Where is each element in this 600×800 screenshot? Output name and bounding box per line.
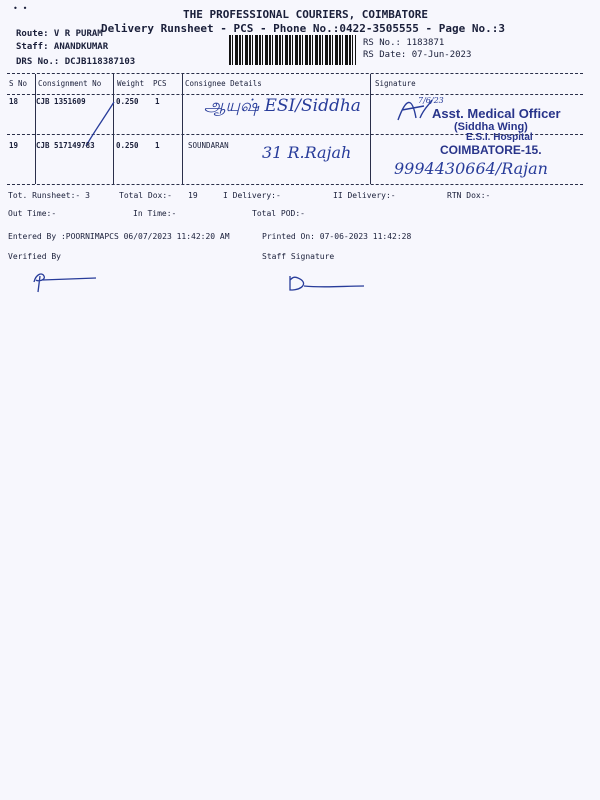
row-weight: 0.250 — [116, 97, 139, 106]
col-header-pcs: PCS — [153, 79, 167, 88]
staff-signature-mark — [284, 272, 374, 294]
table-header-rule — [7, 94, 583, 95]
row-weight: 0.250 — [116, 141, 139, 150]
handwritten-consignee-row2: 31 R.Rajah — [262, 143, 352, 162]
handwritten-signature-row2: 9994430664/Rajan — [394, 159, 548, 178]
rs-number: RS No.: 1183871 — [363, 38, 445, 48]
rs-date: RS Date: 07-Jun-2023 — [363, 50, 472, 60]
row-pcs: 1 — [155, 97, 160, 106]
col-sep — [370, 74, 371, 184]
entered-by: Entered By :POORNIMAPCS 06/07/2023 11:42:20 AM — [8, 232, 230, 241]
staff-signature-label: Staff Signature — [262, 252, 335, 261]
barcode-image — [229, 35, 356, 65]
i-delivery: I Delivery:- — [223, 191, 281, 200]
verifier-signature — [30, 268, 110, 294]
table-top-rule — [7, 73, 583, 74]
handwritten-consignee-row1: ஆயுஷ் ESI/Siddha — [204, 96, 361, 116]
col-header-consignment: Consignment No — [38, 79, 102, 88]
stamp-line: E.S.I. Hospital — [466, 132, 533, 143]
staff-label: Staff: ANANDKUMAR — [16, 42, 109, 52]
row-consignee: SOUNDARAN — [188, 141, 229, 150]
printed-on: Printed On: 07-06-2023 11:42:28 — [262, 232, 412, 241]
out-time: Out Time:- — [8, 209, 57, 218]
row-sno: 19 — [9, 141, 19, 150]
col-header-signature: Signature — [375, 79, 416, 88]
rtn-dox: RTN Dox:- — [447, 191, 491, 200]
col-sep — [35, 74, 36, 184]
col-header-weight: Weight — [117, 79, 145, 88]
col-sep — [182, 74, 183, 184]
ii-delivery: II Delivery:- — [333, 191, 396, 200]
total-dox-value: 19 — [188, 191, 198, 200]
company-title: THE PROFESSIONAL COURIERS, COIMBATORE — [183, 8, 429, 21]
stamp-line: (Siddha Wing) — [454, 121, 528, 133]
row-consignment: CJB 517149783 — [36, 141, 95, 150]
row-sno: 18 — [9, 97, 19, 106]
total-pod: Total POD:- — [252, 209, 305, 218]
stamp-line: Asst. Medical Officer — [432, 106, 561, 121]
handwritten-sig-date: 7/6/23 — [418, 96, 444, 105]
route-label: Route: V R PURAM — [16, 29, 103, 39]
verified-by-label: Verified By — [8, 252, 61, 261]
table-bottom-rule — [7, 184, 583, 185]
total-runsheet: Tot. Runsheet:- 3 — [8, 191, 90, 200]
total-dox-label: Total Dox:- — [119, 191, 172, 200]
corner-mark: • • — [13, 4, 28, 13]
row-consignment: CJB 1351609 — [36, 97, 86, 106]
drs-number: DRS No.: DCJB118387103 — [16, 57, 136, 67]
col-header-sno: S No — [9, 79, 28, 88]
row-pcs: 1 — [155, 141, 160, 150]
runsheet-subtitle: Delivery Runsheet - PCS - Phone No.:0422-3505555 - Page No.:3 — [101, 22, 505, 35]
col-header-consignee: Consignee Details — [185, 79, 262, 88]
in-time: In Time:- — [133, 209, 177, 218]
stamp-line: COIMBATORE-15. — [440, 143, 542, 157]
